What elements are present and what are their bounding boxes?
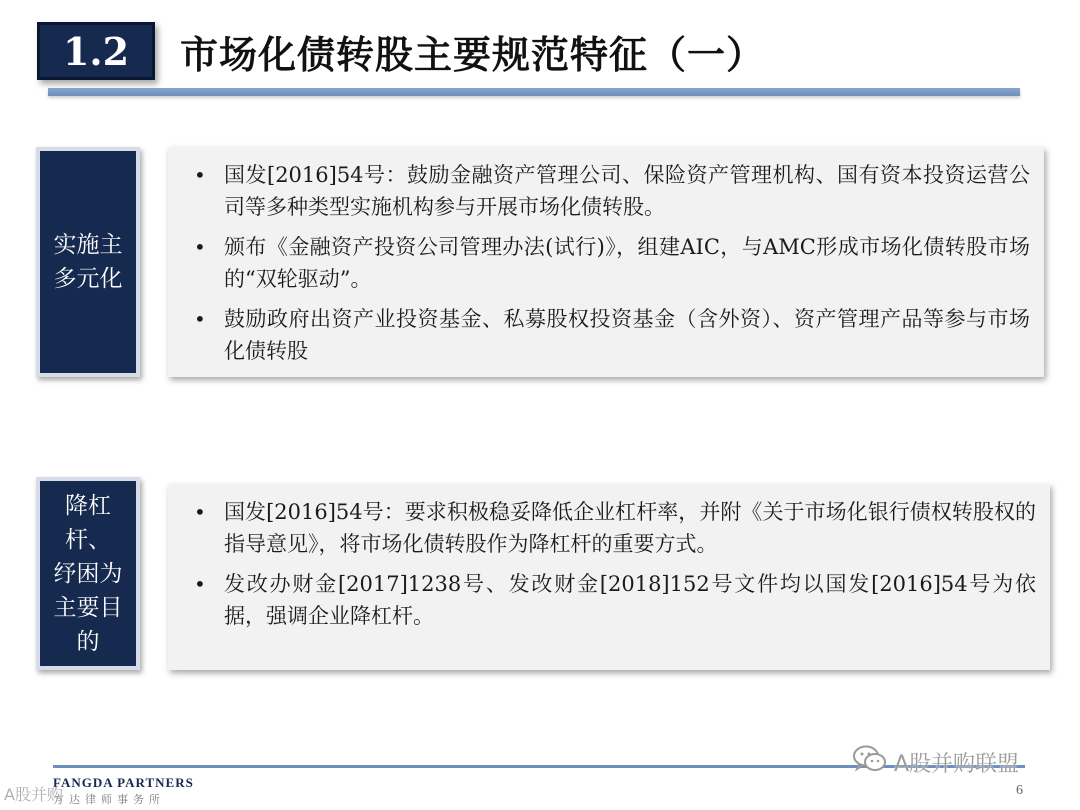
section-label-2-line: 降杠杆、 <box>65 492 111 553</box>
wechat-icon <box>852 744 888 780</box>
bullet-item: • 国发[2016]54号：要求积极稳妥降低企业杠杆率，并附《关于市场化银行债权转股权的指导意见》，将市场化债转股作为降杠杆的重要方式。 <box>186 496 1036 560</box>
page-number: 6 <box>1016 783 1023 798</box>
footer-logo-subtitle: 方达律师事务所 <box>53 793 165 806</box>
bullet-list <box>186 159 1030 367</box>
section-label-2-line: 纾困为 <box>53 560 123 587</box>
section-label-2 <box>36 477 140 670</box>
section-label-2-line: 的 <box>76 628 100 655</box>
section-content-1 <box>168 147 1044 377</box>
bullet-item: • 鼓励政府出资产业投资基金、私募股权投资基金（含外资）、资产管理产品等参与市场化债转股 <box>186 303 1030 367</box>
bullet-item: • 发改办财金[2017]1238号、发改财金[2018]152号文件均以国发[2016]54号为依据，强调企业降杠杆。 <box>186 568 1036 632</box>
section-label-2-line: 主要目 <box>53 594 123 621</box>
bullet-list <box>186 496 1036 632</box>
page-title: 市场化债转股主要规范特征（一） <box>180 31 766 77</box>
watermark <box>852 744 1019 780</box>
section-label-1 <box>36 147 140 377</box>
bullet-item: • 颁布《金融资产投资公司管理办法(试行)》，组建AIC，与AMC形成市场化债转股市场的“双轮驱动”。 <box>186 231 1030 295</box>
watermark-text: A股并购联盟 <box>894 751 1020 777</box>
corner-watermark: A股并购 <box>4 785 63 804</box>
title-divider <box>48 88 1020 96</box>
section-label-1-line: 实施主 <box>53 232 123 258</box>
section-number: 1.2 <box>37 22 155 80</box>
section-content-2 <box>168 484 1050 670</box>
footer-logo: FANGDA PARTNERS <box>53 775 194 790</box>
section-label-1-line: 多元化 <box>53 266 123 292</box>
bullet-item: • 国发[2016]54号：鼓励金融资产管理公司、保险资产管理机构、国有资本投资运营公司等多种类型实施机构参与开展市场化债转股。 <box>186 159 1030 223</box>
